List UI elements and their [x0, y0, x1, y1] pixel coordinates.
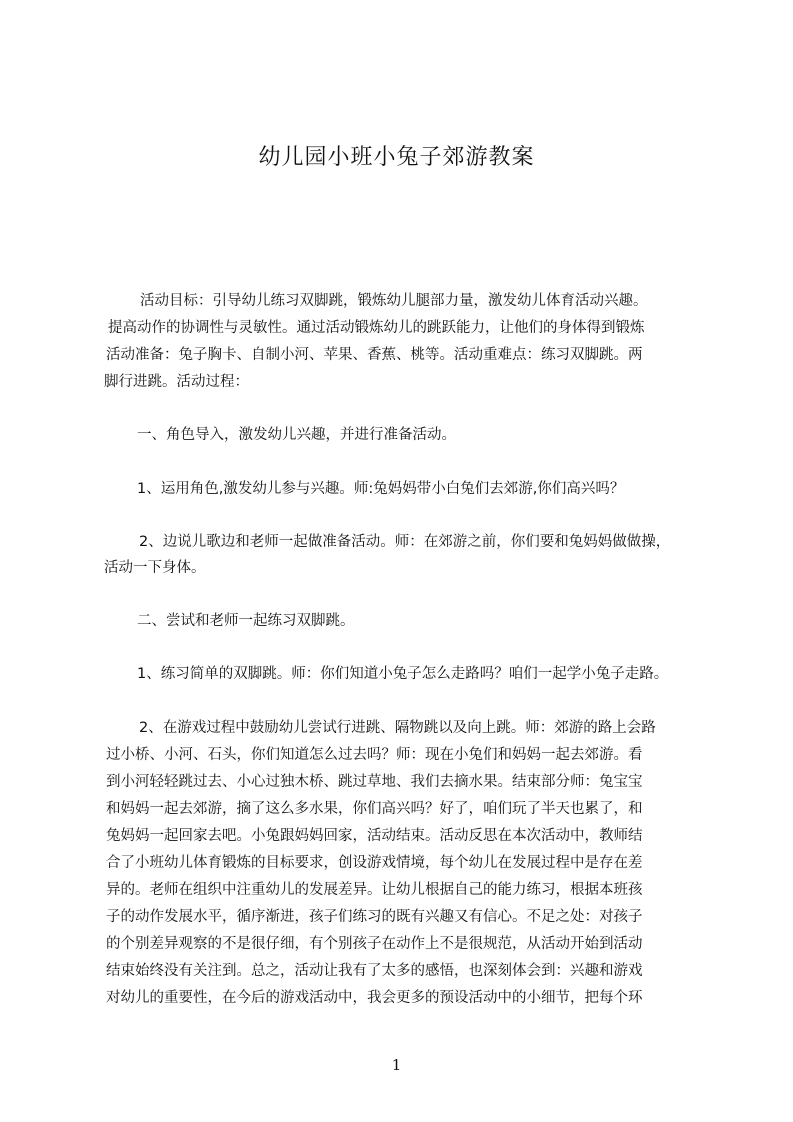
page-title: 幼儿园小班小兔子郊游教案 — [258, 145, 535, 170]
text-line: 对幼儿的重要性，在今后的游戏活动中，我会更多的预设活动中的小细节，把每个环 — [106, 990, 643, 1006]
page-number: 1 — [391, 1056, 402, 1074]
text-line: 结束始终没有关注到。总之，活动让我有了太多的感悟，也深刻体会到：兴趣和游戏 — [106, 963, 643, 979]
text-line: 1、练习简单的双脚跳。师：你们知道小兔子怎么走路吗？咱们一起学小兔子走路。 — [137, 666, 669, 682]
section-heading: 二、尝试和老师一起练习双脚跳。 — [137, 613, 355, 629]
text-line: 脚行进跳。活动过程： — [104, 374, 249, 390]
text-line: 提高动作的协调性与灵敏性。通过活动锻炼幼儿的跳跃能力，让他们的身体得到锻炼 — [108, 320, 645, 336]
text-line: 子的动作发展水平，循序渐进，孩子们练习的既有兴趣又有信心。不足之处：对孩子 — [106, 909, 643, 925]
section-heading: 一、角色导入，激发幼儿兴趣，并进行准备活动。 — [137, 427, 456, 443]
text-line: 的个别差异观察的不是很仔细，有个别孩子在动作上不是很规范，从活动开始到活动 — [106, 936, 643, 952]
text-line: 异的。老师在组织中注重幼儿的发展差异。让幼儿根据自己的能力练习，根据本班孩 — [106, 882, 643, 898]
text-line: 活动一下身体。 — [104, 560, 206, 576]
text-line: 过小桥、小河、石头，你们知道怎么过去吗？师：现在小兔们和妈妈一起去郊游。看 — [106, 747, 643, 763]
text-line: 2、在游戏过程中鼓励幼儿尝试行进跳、隔物跳以及向上跳。师：郊游的路上会路 — [139, 720, 656, 736]
text-line: 合了小班幼儿体育锻炼的目标要求，创设游戏情境，每个幼儿在发展过程中是存在差 — [106, 855, 643, 871]
text-line: 1、运用角色,激发幼儿参与兴趣。师:兔妈妈带小白兔们去郊游,你们高兴吗？ — [137, 481, 625, 497]
text-line: 2、边说儿歌边和老师一起做准备活动。师：在郊游之前，你们要和兔妈妈做做操， — [139, 534, 671, 550]
text-line: 活动准备：兔子胸卡、自制小河、苹果、香蕉、桃等。活动重难点：练习双脚跳。两 — [106, 347, 643, 363]
text-line: 到小河轻轻跳过去、小心过独木桥、跳过草地、我们去摘水果。结束部分师：兔宝宝 — [106, 774, 643, 790]
text-line: 活动目标：引导幼儿练习双脚跳，锻炼幼儿腿部力量，激发幼儿体育活动兴趣。 — [140, 293, 648, 309]
text-line: 和妈妈一起去郊游，摘了这么多水果，你们高兴吗？好了，咱们玩了半天也累了，和 — [106, 801, 643, 817]
text-line: 兔妈妈一起回家去吧。小兔跟妈妈回家，活动结束。活动反思在本次活动中，教师结 — [106, 828, 643, 844]
